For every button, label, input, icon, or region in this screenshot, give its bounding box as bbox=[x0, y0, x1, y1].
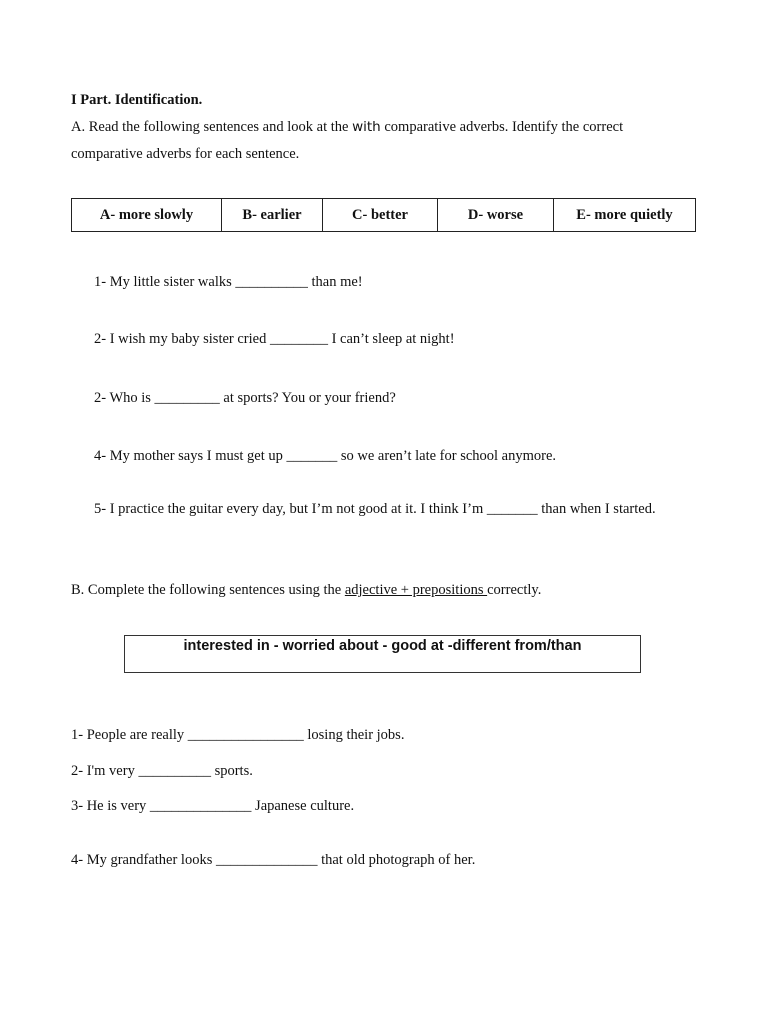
section-b-instruction-post: correctly. bbox=[487, 582, 542, 598]
options-table bbox=[71, 198, 696, 232]
option-d: D- worse bbox=[438, 199, 554, 231]
option-b: B- earlier bbox=[222, 199, 323, 231]
section-a-instruction-with: with bbox=[352, 119, 381, 135]
section-a-instruction-line2: comparative adverbs for each sentence. bbox=[71, 146, 300, 162]
section-b-sentence-1: 1- People are really ________________ losing their jobs. bbox=[71, 727, 405, 743]
section-a-sentence-1: 1- My little sister walks __________ than me! bbox=[94, 274, 363, 290]
section-a-instruction bbox=[71, 119, 623, 136]
section-a-sentence-4: 4- My mother says I must get up _______ so we aren’t late for school anymore. bbox=[94, 448, 557, 464]
section-b-sentence-3: 3- He is very ______________ Japanese culture. bbox=[71, 798, 355, 814]
section-b-instruction-underlined: adjective + prepositions bbox=[344, 582, 488, 598]
section-b-sentence-4: 4- My grandfather looks ______________ that old photograph of her. bbox=[71, 852, 476, 868]
option-c: C- better bbox=[323, 199, 438, 231]
section-a-instruction-pre: A. Read the following sentences and look at the bbox=[71, 119, 353, 135]
section-b-instruction-pre: B. Complete the following sentences using the bbox=[71, 582, 345, 598]
section-a-instruction-post: comparative adverbs. Identify the correct bbox=[380, 119, 624, 135]
section-a-sentence-3: 2- Who is _________ at sports? You or your friend? bbox=[94, 390, 396, 406]
section-b-instruction bbox=[71, 582, 541, 599]
option-e: E- more quietly bbox=[576, 206, 673, 223]
option-a: A- more slowly bbox=[72, 199, 222, 231]
word-box: interested in - worried about - good at -different from/than bbox=[124, 635, 641, 673]
section-b-sentence-2: 2- I'm very __________ sports. bbox=[71, 763, 253, 779]
part-title: I Part. Identification. bbox=[71, 92, 203, 108]
section-a-sentence-5: 5- I practice the guitar every day, but I’m not good at it. I think I’m _______ than when I started. bbox=[94, 501, 656, 517]
section-a-sentence-2: 2- I wish my baby sister cried ________ I can’t sleep at night! bbox=[94, 331, 455, 347]
